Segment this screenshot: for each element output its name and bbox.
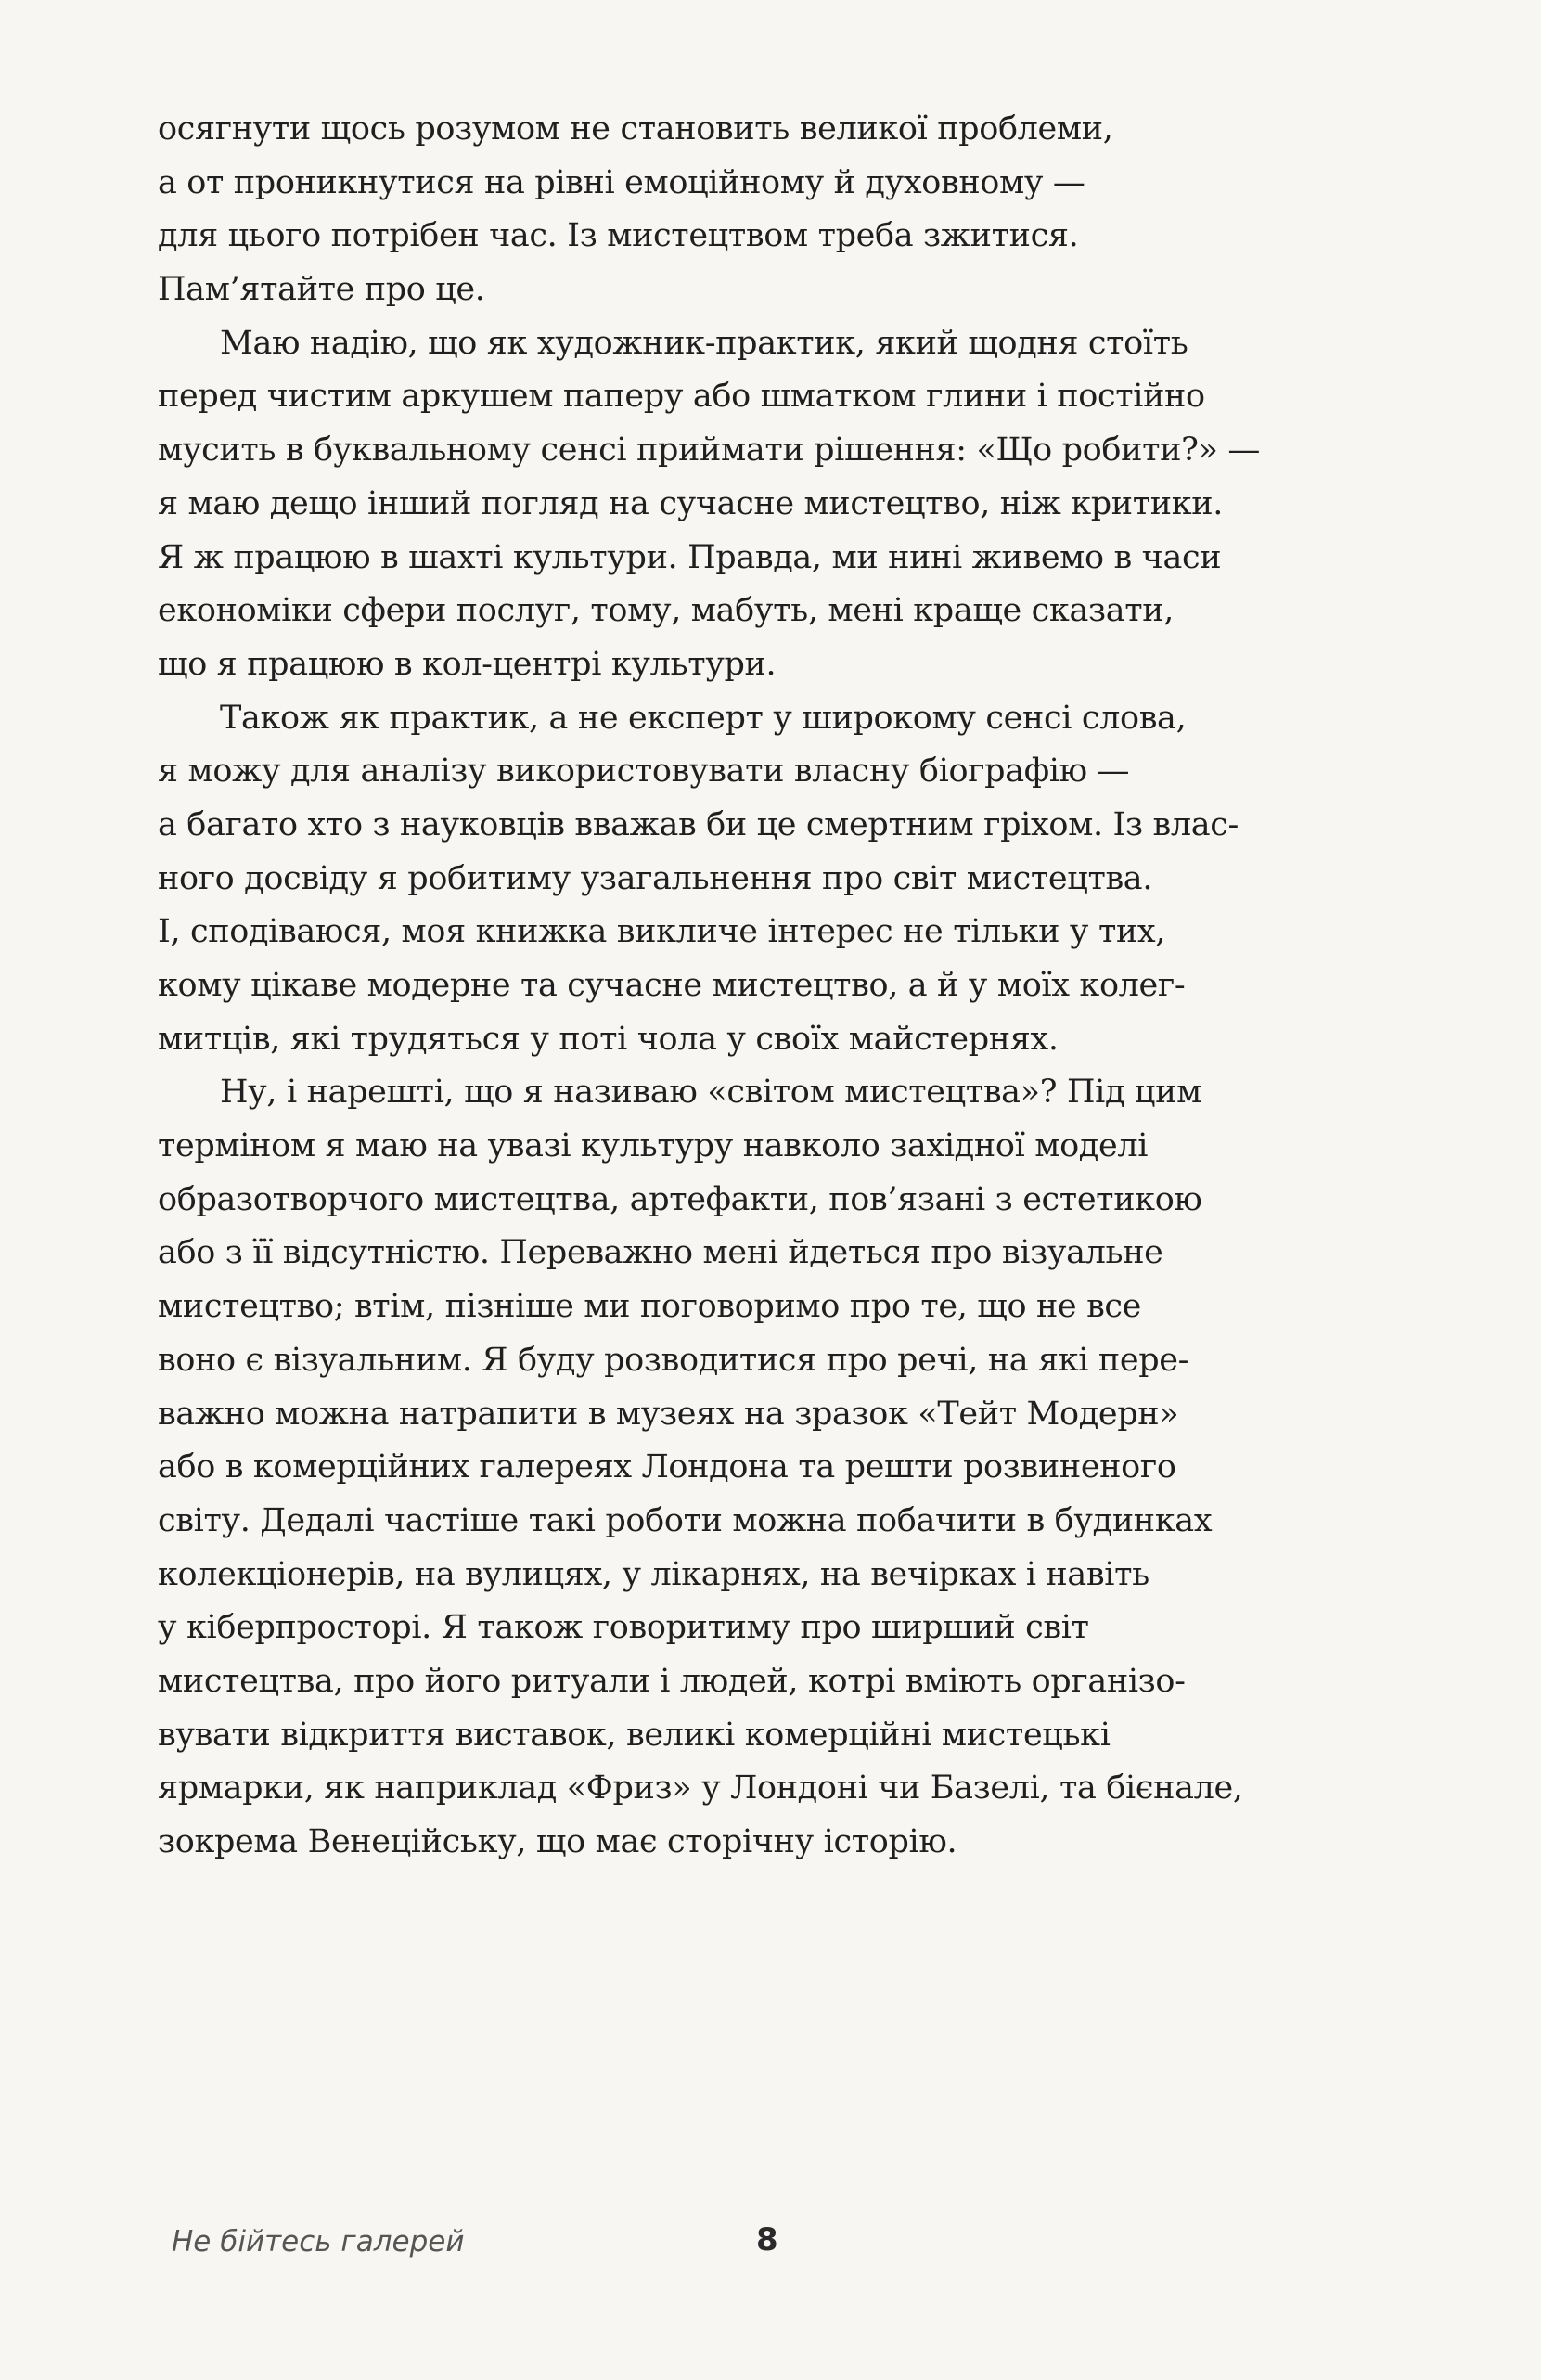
text-line: для цього потрібен час. Із мистецтвом треба зжитися. [158,217,1079,255]
text-line: економіки сфери послуг, тому, мабуть, мені краще сказати, [158,592,1174,630]
text-line: вувати відкриття виставок, великі комерційні мистецькі [158,1716,1111,1754]
text-line: І, сподіваюся, моя книжка викличе інтерес не тільки у тих, [158,913,1166,951]
text-line: Я ж працюю в шахті культури. Правда, ми нині живемо в часи [158,538,1222,576]
text-line: осягнути щось розумом не становить великої проблеми, [158,110,1113,148]
text-line: зокрема Венеційську, що має сторічну історію. [158,1823,957,1860]
text-line: ярмарки, як наприклад «Фриз» у Лондоні чи Базелі, та бієнале, [158,1769,1243,1808]
page-number: 8 [756,2221,778,2258]
text-line: я маю дещо інший погляд на сучасне мистецтво, ніж критики. [158,484,1224,522]
text-line: або в комерційних галереях Лондона та решти розвиненого [158,1448,1176,1486]
text-line: мусить в буквальному сенсі приймати рішення: «Що робити?» — [158,431,1260,470]
text-line: митців, які трудяться у поті чола у своїх майстернях. [158,1020,1059,1058]
paragraph-first-line: Маю надію, що як художник-практик, який щодня стоїть [220,324,1188,362]
paragraph-first-line: Ну, і нарешті, що я називаю «світом мистецтва»? Під цим [220,1074,1201,1112]
text-line: Пам’ятайте про це. [158,271,485,309]
text-line: образотворчого мистецтва, артефакти, пов’язані з естетикою [158,1180,1202,1218]
text-line: світу. Дедалі частіше такі роботи можна побачити в будинках [158,1501,1213,1539]
text-line: важно можна натрапити в музеях на зразок «Тейт Модерн» [158,1395,1179,1433]
text-line: перед чистим аркушем паперу або шматком глини і постійно [158,378,1205,416]
text-line: а багато хто з науковців вважав би це смертним гріхом. Із влас- [158,805,1239,843]
text-line: терміном я маю на увазі культуру навколо західної моделі [158,1127,1149,1165]
text-line: воно є візуальним. Я буду розводитися про речі, на які пере- [158,1341,1189,1379]
body-text [158,103,1341,1870]
text-line: або з її відсутністю. Переважно мені йдеться про візуальне [158,1234,1163,1272]
text-line: мистецтво; втім, пізніше ми поговоримо про те, що не все [158,1288,1142,1326]
text-line: у кіберпросторі. Я також говоритиму про ширший світ [158,1609,1089,1647]
text-line: кому цікаве модерне та сучасне мистецтво, а й у моїх колег- [158,967,1186,1004]
text-line: мистецтва, про його ритуали і людей, котрі вміють організо- [158,1662,1186,1700]
text-line: я можу для аналізу використовувати власну біографію — [158,753,1130,791]
text-line: колекціонерів, на вулицях, у лікарнях, на вечірках і навіть [158,1555,1149,1593]
running-footer-title: Не бійтесь галерей [172,2225,465,2258]
text-line: а от проникнутися на рівні емоційному й духовному — [158,163,1085,201]
paragraph-first-line: Також як практик, а не експерт у широкому сенсі слова, [220,699,1187,737]
text-line: ного досвіду я робитиму узагальнення про світ мистецтва. [158,859,1153,897]
text-line: що я працюю в кол-центрі культури. [158,645,777,683]
